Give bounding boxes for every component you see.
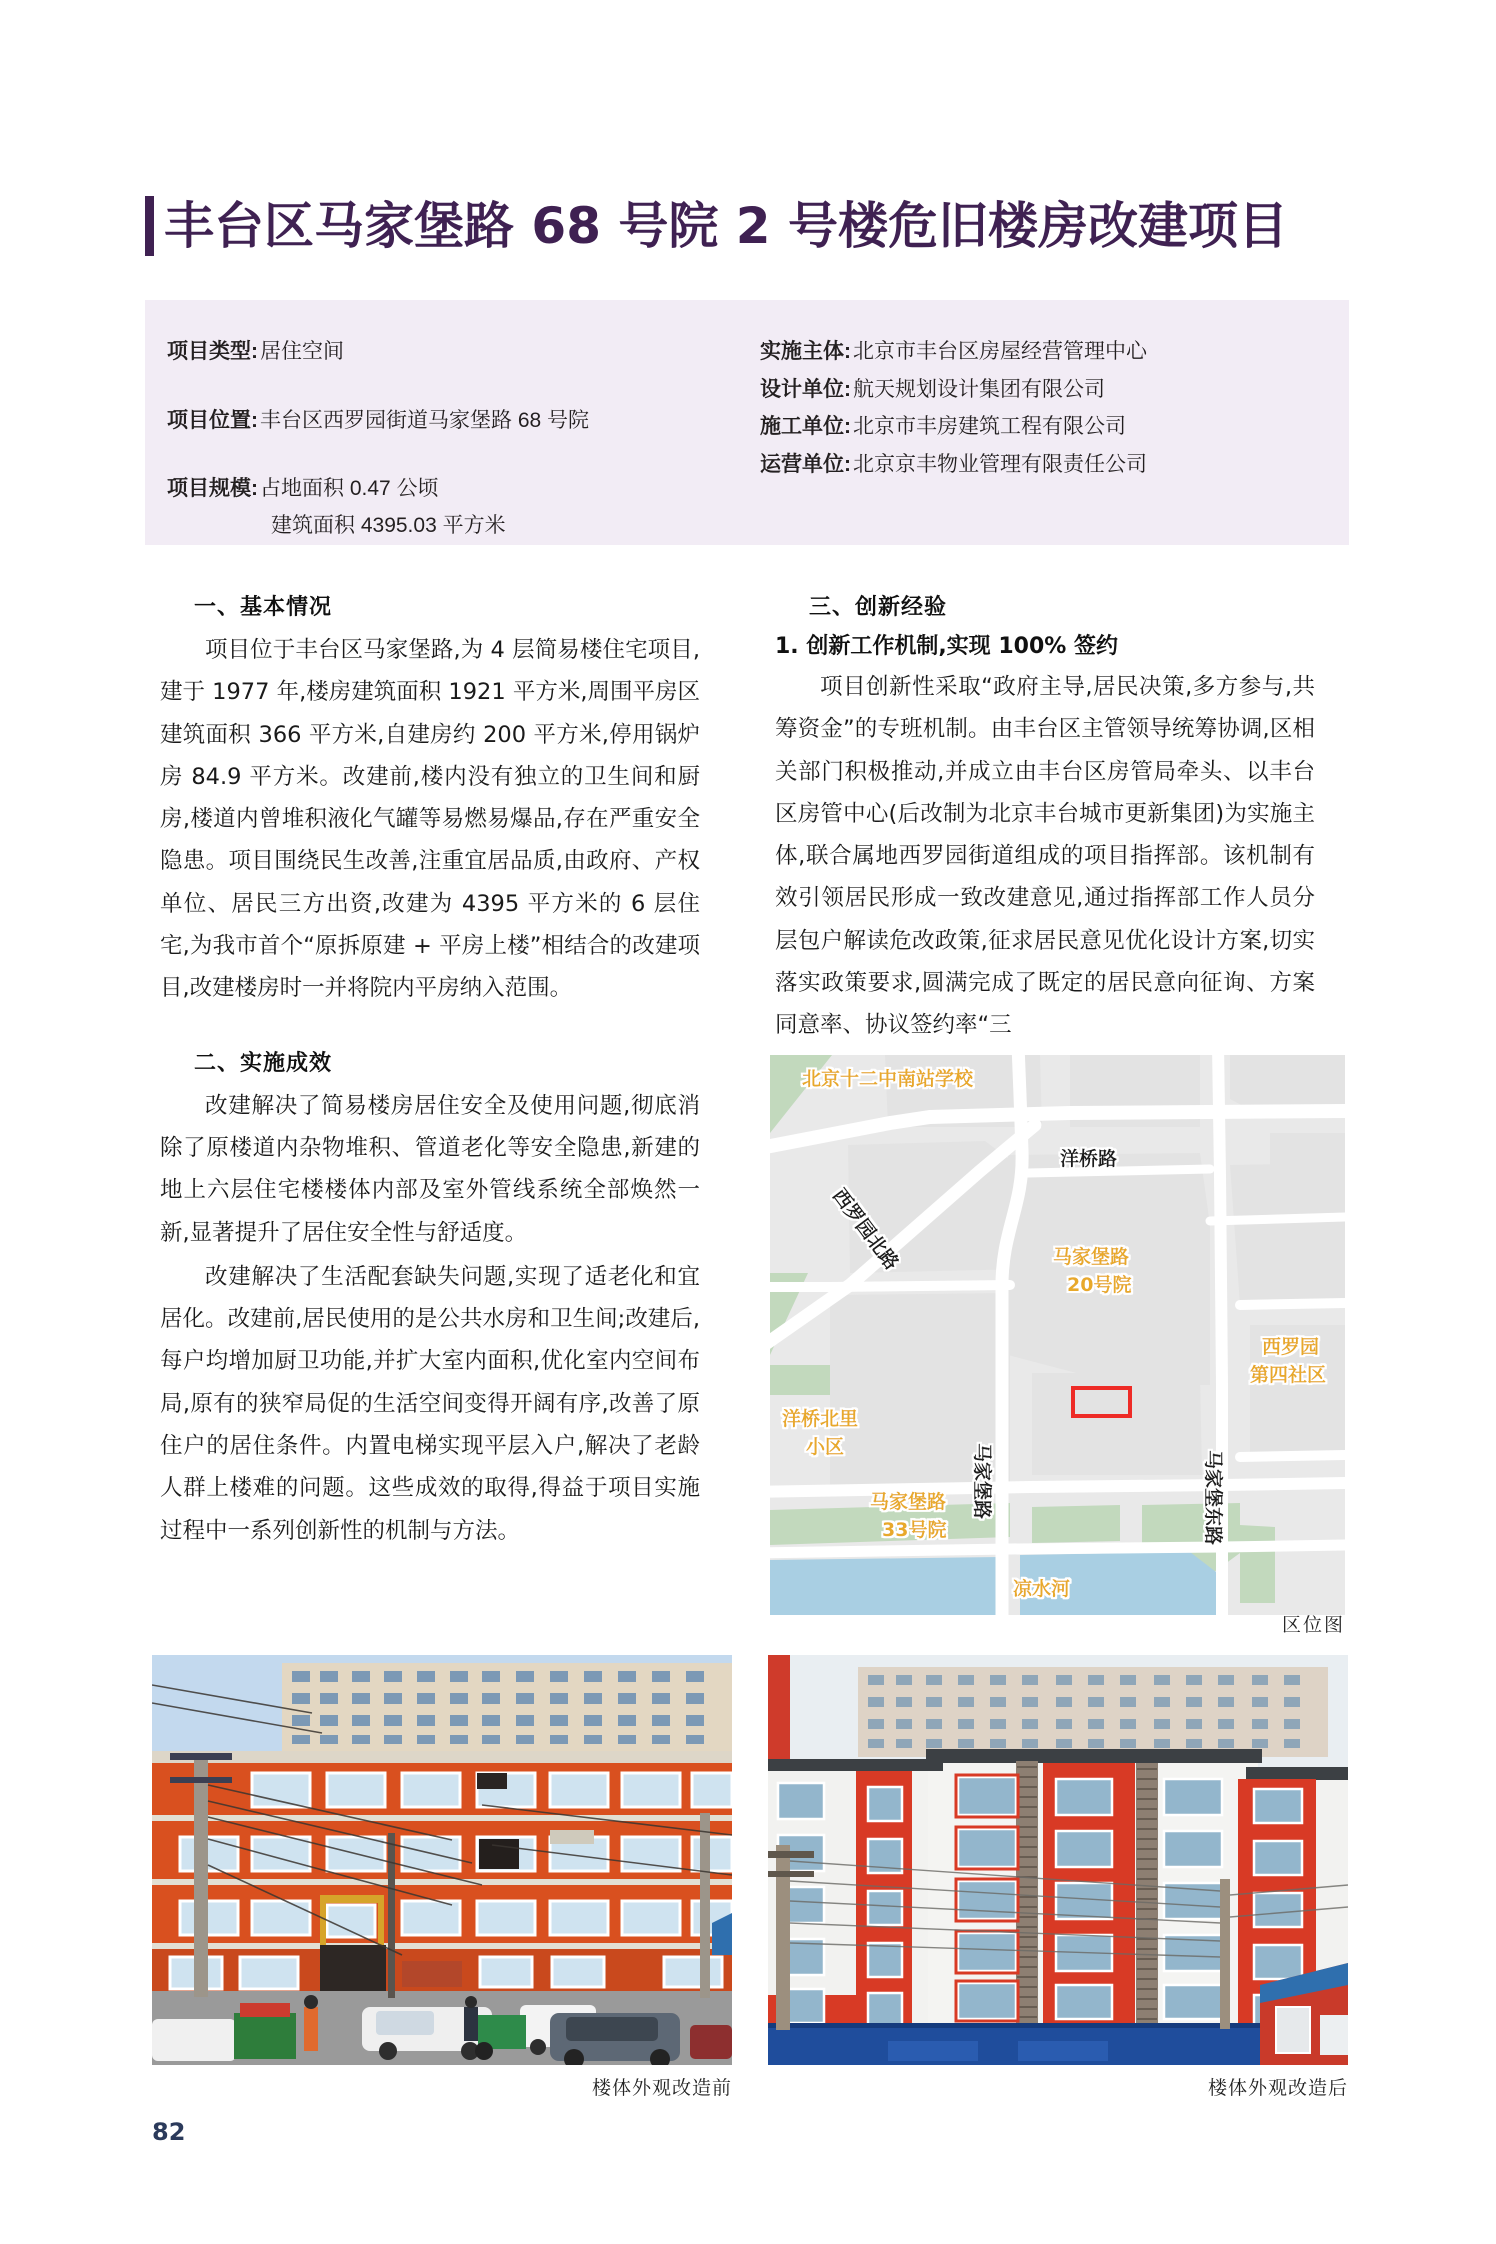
before-renovation-photo [152, 1655, 732, 2065]
map-label-majiabao-33-b: 33号院 [882, 1519, 947, 1541]
map-label-xiluoyuan-4th: 西罗园 [1262, 1336, 1320, 1358]
info-value: 居住空间 [260, 340, 344, 363]
page-number: 82 [152, 2118, 186, 2146]
map-label-xiluoyuan-4th-b: 第四社区 [1250, 1364, 1327, 1386]
info-value: 北京京丰物业管理有限责任公司 [853, 452, 1147, 476]
info-label: 施工单位: [760, 415, 851, 439]
project-info-box [145, 300, 1349, 545]
info-label: 项目规模: [167, 477, 258, 501]
section-heading-3: 三、创新经验 [809, 595, 948, 620]
map-label-yangqiao-beili: 洋桥北里 [782, 1408, 859, 1430]
before-photo-caption: 楼体外观改造前 [591, 2077, 732, 2099]
info-value: 占地面积 0.47 公顷 [260, 477, 439, 501]
location-map [770, 1055, 1345, 1615]
title-accent-bar [145, 196, 154, 256]
info-row-project-scale [167, 473, 727, 506]
after-photo-caption: 楼体外观改造后 [1207, 2077, 1348, 2099]
location-map-svg [770, 1055, 1345, 1615]
info-value: 北京市丰房建筑工程有限公司 [853, 415, 1126, 439]
section-2-paragraph-2: 改建解决了生活配套缺失问题,实现了适老化和宜居化。改建前,居民使用的是公共水房和卫生间;改建后,每户均增加厨卫功能,并扩大室内面积,优化室内空间布局,原有的狭窄局促的生活空间变得开阔有序,改善了原住户的居住条件。内置电梯实现平层入户,解决了老龄人群上楼难的问题。这些成效的取得,得益于项目实施过程中一系列创新性的机制与方法。 [160, 1263, 700, 1544]
info-row-operator [760, 449, 1320, 482]
section-1-paragraph: 项目位于丰台区马家堡路,为 4 层简易楼住宅项目,建于 1977 年,楼房建筑面积 1921 平方米,周围平房区建筑面积 366 平方米,自建房约 200 平方米,停用锅炉房 84.9 平方米。改建前,楼内没有独立的卫生间和厨房,楼道内曾堆积液化气罐等易燃易爆品,存在严重安全隐患。项目围绕民生改善,注重宜居品质,由政府、产权单位、居民三方出资,改建为 4395 平方米的 6 层住宅,为我市首个“原拆原建 + 平房上楼”相结合的改建项目,改建楼房时一并将院内平房纳入范围。 [160, 637, 700, 1002]
map-label-majiabao-20: 马家堡路 [1053, 1246, 1130, 1268]
info-label: 实施主体: [760, 340, 851, 363]
info-value-secondary: 建筑面积 4395.03 平方米 [271, 513, 506, 537]
subsection-1-paragraph: 项目创新性采取“政府主导,居民决策,多方参与,共筹资金”的专班机制。由丰台区主管领导统筹协调,区相关部门积极推动,并成立由丰台区房管局牵头、以丰台区房管中心(后改制为北京丰台城市更新集团)为实施主体,联合属地西罗园街道组成的项目指挥部。该机制有效引领居民形成一致改建意见,通过指挥部工作人员分层包户解读危改政策,征求居民意见优化设计方案,切实落实政策要求,圆满完成了既定的居民意向征询、方案同意率、协议签约率“三 [775, 674, 1315, 1039]
info-label: 项目类型: [167, 340, 258, 363]
after-photo-svg [768, 1655, 1348, 2065]
map-water [770, 1552, 1220, 1615]
section-heading-2: 二、实施成效 [194, 1050, 333, 1076]
info-row-designer [760, 374, 1320, 407]
after-renovation-photo [768, 1655, 1348, 2065]
info-row-contractor [760, 411, 1320, 444]
info-value: 航天规划设计集团有限公司 [853, 377, 1105, 401]
body-column-left [160, 590, 700, 1554]
paragraph-spacer [160, 1012, 700, 1046]
project-info-right [760, 336, 1320, 486]
before-photo-svg [152, 1655, 732, 2065]
page-title-row [145, 190, 1345, 262]
info-row-project-type [167, 336, 727, 369]
map-label-majiabao-33: 马家堡路 [870, 1491, 947, 1513]
map-label-liangshui-river: 凉水河 [1013, 1578, 1071, 1600]
map-label-majiabao-road: 马家堡路 [971, 1443, 993, 1520]
section-heading-1: 一、基本情况 [194, 595, 333, 620]
info-value: 丰台区西罗园街道马家堡路 68 号院 [260, 408, 590, 432]
info-label: 运营单位: [760, 452, 851, 476]
info-row-implementer [760, 336, 1320, 369]
body-column-right [775, 590, 1315, 1049]
info-label: 项目位置: [167, 408, 258, 432]
info-label: 设计单位: [760, 377, 851, 401]
map-caption: 区位图 [1281, 1614, 1345, 1636]
map-label-majiabao-east-road: 马家堡东路 [1202, 1450, 1224, 1546]
map-label-majiabao-20-b: 20号院 [1067, 1274, 1132, 1296]
subsection-heading-1: 1. 创新工作机制,实现 100% 签约 [775, 634, 1118, 659]
info-row-project-location [167, 405, 727, 438]
info-value: 北京市丰台区房屋经营管理中心 [853, 340, 1147, 363]
map-label-xiluoyuan-north-road: 西罗园北路 [828, 1184, 903, 1274]
map-label-yangqiao-road: 洋桥路 [1060, 1148, 1118, 1170]
page-title: 丰台区马家堡路 68 号院 2 号楼危旧楼房改建项目 [164, 197, 1288, 255]
map-label-school: 北京十二中南站学校 [802, 1068, 974, 1090]
project-info-left [167, 336, 727, 542]
map-label-yangqiao-beili-b: 小区 [806, 1436, 845, 1458]
section-2-paragraph-1: 改建解决了简易楼房居住安全及使用问题,彻底消除了原楼道内杂物堆积、管道老化等安全隐患,新建的地上六层住宅楼楼体内部及室外管线系统全部焕然一新,显著提升了居住安全性与舒适度。 [160, 1092, 700, 1246]
